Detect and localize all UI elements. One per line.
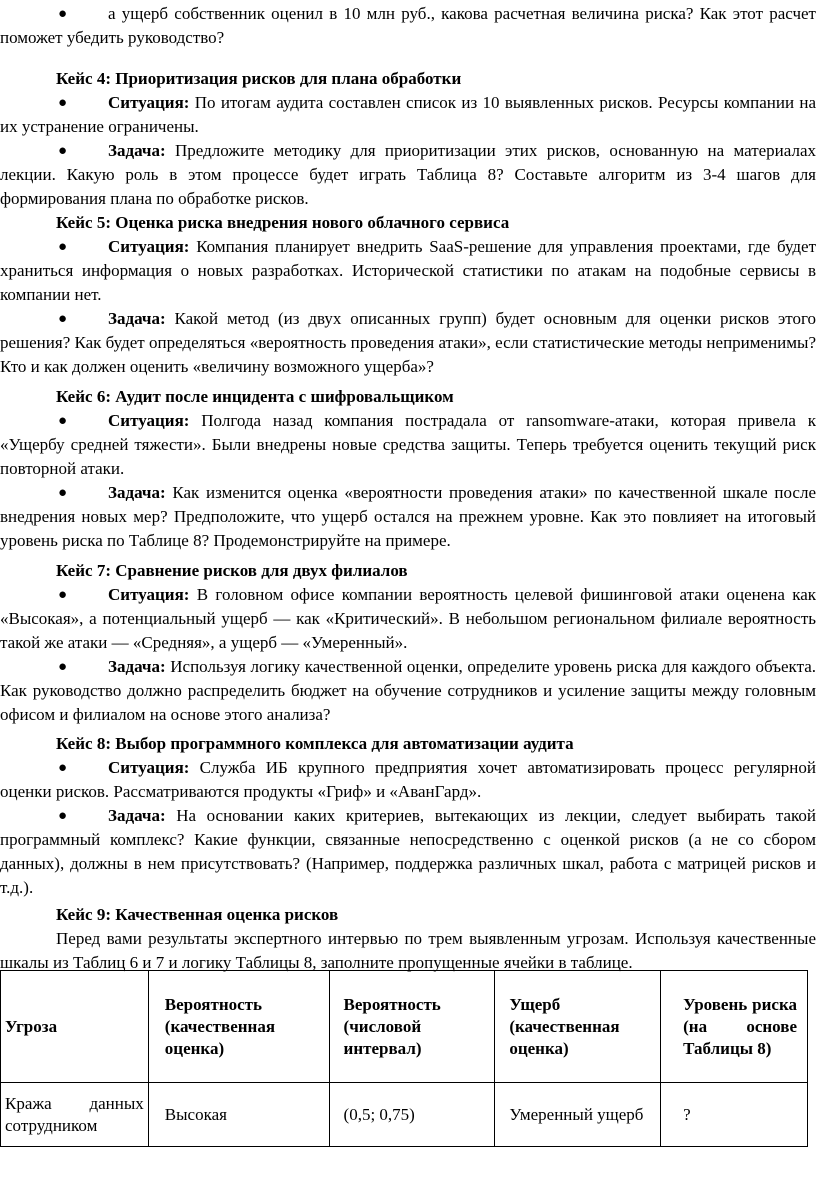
case-section (0, 211, 816, 379)
task-item: ● Задача: Используя логику качественной оценки, определите уровень риска для каждого объекта. Как руководство должно распределить бюджет на обучение сотрудников и усиление защиты между головным офисом и филиалом на основе этого анализа? (0, 657, 816, 724)
bullet-icon: ● (58, 143, 68, 159)
task-item: ● Задача: Как изменится оценка «вероятности проведения атаки» по качественной шкале после внедрения новых мер? Предположите, что ущерб остался на прежнем уровне. Как это повлияет на итоговый уровень риска по Таблице 8? Продемонстрируйте на примере. (0, 483, 816, 550)
table-cell: Кража данных сотрудником (1, 1083, 149, 1147)
case-section (0, 732, 816, 900)
bullet-icon: ● (58, 6, 68, 22)
table-header-cell: Ущерб (качественная оценка) (495, 971, 661, 1083)
situation-item: ● Ситуация: Полгода назад компания пострадала от ransomware-атаки, которая привела к «Ущербу средней тяжести». Были внедрены новые средства защиты. Теперь требуется оценить текущий риск повторной атаки. (0, 411, 816, 478)
bullet-icon: ● (58, 485, 68, 501)
task-item: ● Задача: На основании каких критериев, вытекающих из лекции, следует выбирать такой программный комплекс? Какие функции, связанные непосредственно с оценкой рисков (а не со сбором данных), должны в нем присутствовать? (Например, поддержка различных шкал, работа с матрицей рисков и т.д.). (0, 806, 816, 897)
task-label: Задача: (108, 806, 166, 825)
case-title: Кейс 4: Приоритизация рисков для плана обработки (56, 69, 462, 88)
case-title: Кейс 9: Качественная оценка рисков (56, 905, 339, 924)
situation-item: ● Ситуация: В головном офисе компании вероятность целевой фишинговой атаки оценена как «Высокая», а потенциальный ущерб — как «Критический». В небольшом региональном филиале вероятность такой же атаки — «Средняя», а ущерб — «Умеренный». (0, 585, 816, 652)
bullet-icon: ● (58, 413, 68, 429)
table-header-cell: Угроза (1, 971, 149, 1083)
bullet-icon: ● (58, 587, 68, 603)
situation-label: Ситуация: (108, 758, 190, 777)
case-section (0, 903, 816, 975)
situation-label: Ситуация: (108, 411, 190, 430)
table-cell: Высокая (148, 1083, 329, 1147)
risk-table (0, 970, 808, 1147)
case-section (0, 559, 816, 727)
case-title: Кейс 8: Выбор программного комплекса для автоматизации аудита (56, 734, 574, 753)
bullet-icon: ● (58, 311, 68, 327)
table-header-row (1, 971, 808, 1083)
task-label: Задача: (108, 309, 166, 328)
case-intro: Перед вами результаты экспертного интервью по трем выявленным угрозам. Используя качественные шкалы из Таблиц 6 и 7 и логику Таблицы 8, заполните пропущенные ячейки в таблице. (0, 929, 816, 972)
situation-label: Ситуация: (108, 237, 190, 256)
list-item: ● а ущерб собственник оценил в 10 млн руб., какова расчетная величина риска? Как этот расчет поможет убедить руководство? (0, 4, 816, 47)
bullet-icon: ● (58, 239, 68, 255)
case-section (0, 385, 816, 553)
table-header-cell: Вероятность (числовой интервал) (329, 971, 495, 1083)
task-label: Задача: (108, 657, 166, 676)
situation-item: ● Ситуация: Компания планирует внедрить SaaS-решение для управления проектами, где будет храниться информация о новых разработках. Исторической статистики по атакам на подобные сервисы в компании нет. (0, 237, 816, 304)
table-cell: Умеренный ущерб (495, 1083, 661, 1147)
task-item: ● Задача: Предложите методику для приоритизации этих рисков, основанную на материалах лекции. Какую роль в этом процессе будет играть Таблица 8? Составьте алгоритм из 3-4 шагов для формирования плана по обработке рисков. (0, 141, 816, 208)
table-cell: ? (661, 1083, 808, 1147)
case-title: Кейс 6: Аудит после инцидента с шифровальщиком (56, 387, 454, 406)
situation-label: Ситуация: (108, 93, 190, 112)
situation-item: ● Ситуация: Служба ИБ крупного предприятия хочет автоматизировать процесс регулярной оценки рисков. Рассматриваются продукты «Гриф» и «АванГард». (0, 758, 816, 801)
case-title: Кейс 5: Оценка риска внедрения нового облачного сервиса (56, 213, 510, 232)
situation-item: ● Ситуация: По итогам аудита составлен список из 10 выявленных рисков. Ресурсы компании на их устранение ограничены. (0, 93, 816, 136)
table-cell: (0,5; 0,75) (329, 1083, 495, 1147)
bullet-icon: ● (58, 659, 68, 675)
bullet-icon: ● (58, 760, 68, 776)
task-label: Задача: (108, 483, 166, 502)
table-header-cell: Вероятность (качественная оценка) (148, 971, 329, 1083)
case-section (0, 67, 816, 211)
table-header-cell: Уровень риска (на основе Таблицы 8) (661, 971, 808, 1083)
situation-label: Ситуация: (108, 585, 190, 604)
bullet-icon: ● (58, 95, 68, 111)
task-label: Задача: (108, 141, 166, 160)
table-row (1, 1083, 808, 1147)
bullet-icon: ● (58, 808, 68, 824)
task-item: ● Задача: Какой метод (из двух описанных групп) будет основным для оценки рисков этого решения? Как будет определяться «вероятность проведения атаки», если статистические методы неприменимы? Кто и как должен оценить «величину возможного ущерба»? (0, 309, 816, 376)
case-title: Кейс 7: Сравнение рисков для двух филиалов (56, 561, 408, 580)
